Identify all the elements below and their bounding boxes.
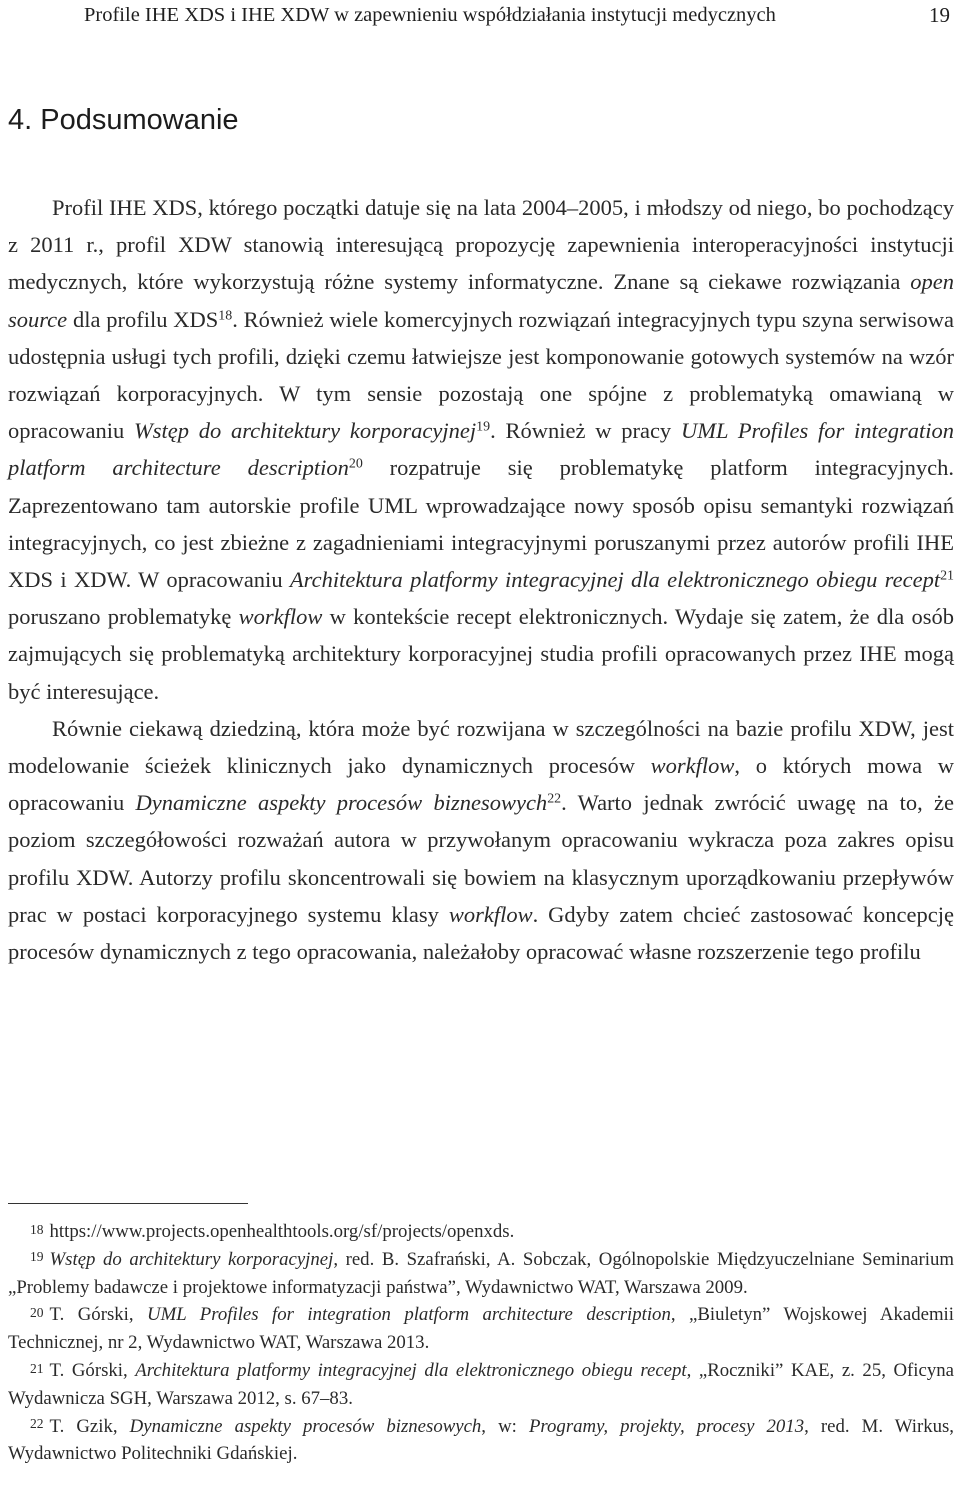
footnote-number: 20 (30, 1305, 44, 1321)
footnote-number: 19 (30, 1249, 44, 1265)
running-title: Profile IHE XDS i IHE XDW w zapewnieniu współdziałania instytucji medycznych (84, 4, 776, 26)
italic-text: Wstęp do architektury korporacyjnej (49, 1248, 334, 1270)
footnote-reference: 20 (348, 456, 363, 472)
paragraph (8, 189, 954, 710)
footnote (8, 1218, 954, 1246)
footnote (8, 1301, 954, 1357)
text-run: , „Roczniki” KAE, z. 25, Oficyna Wydawnicza SGH, Warszawa 2012, s. 67–83. (8, 1359, 954, 1409)
text-run: . Gdyby zatem chcieć zastosować koncepcję procesów dynamicznych z tego opracowania, należałoby opracować własne rozszerzenie tego profilu (8, 901, 954, 965)
footnote-number: 22 (30, 1416, 44, 1432)
footnote-reference: 22 (547, 791, 562, 807)
footnote (8, 1357, 954, 1413)
text-run: T. Górski, (49, 1359, 136, 1381)
text-run: rozpatruje się problematykę platform integracyjnych. Zaprezentowano tam autorskie profile UML wprowadzające nowy sposób opisu semantyki rozwiązań integracyjnych, co jest zbieżne z zagadnieniami integracyjnymi poruszanymi przez autorów profili IHE XDS i XDW. W opracowaniu (8, 455, 954, 593)
text-run: , red. M. Wirkus, Wydawnictwo Politechniki Gdańskiej. (8, 1415, 954, 1465)
section-heading: 4. Podsumowanie (8, 104, 239, 136)
footnotes (8, 1218, 954, 1468)
text-run: T. Górski, (49, 1304, 148, 1326)
running-header (84, 0, 950, 30)
text-run: T. Gzik, (49, 1415, 130, 1437)
italic-text: workflow (448, 901, 533, 927)
text-run: poruszano problematykę (8, 604, 239, 630)
footnote-separator (8, 1203, 248, 1204)
text-run: dla profilu XDS (67, 306, 219, 332)
footnote (8, 1246, 954, 1302)
text-run: , w: (481, 1415, 529, 1437)
italic-text: Wstęp do architektury korporacyjnej (133, 418, 477, 444)
text-run: . Również wiele komercyjnych rozwiązań integracyjnych typu szyna serwisowa udostępnia usługi tych profili, dzięki czemu łatwiejsze jest komponowanie gotowych systemów na wzór rozwiązań korporacyjnych. W tym sensie pozostają one spójne z problematyką omawianą w opracowaniu (8, 306, 954, 444)
paragraph (8, 710, 954, 970)
text-run: https://www.projects.openhealthtools.org/sf/projects/openxds. (49, 1221, 515, 1242)
italic-text: Dynamiczne aspekty procesów biznesowych (129, 1415, 482, 1437)
italic-text: workflow (238, 604, 323, 630)
text-run: . Warto jednak zwrócić uwagę na to, że poziom szczegółowości rozważań autora w przywołanym opracowaniu wykracza poza zakres opisu profilu XDW. Autorzy profilu skoncentrowali się bowiem na klasycznym uporządkowaniu przepływów prac w postaci korporacyjnego systemu klasy (8, 790, 955, 927)
text-run: Profil IHE XDS, którego początki datuje się na lata 2004–2005, i młodszy od niego, bo pochodzący z 2011 r., profil XDW stanowią interesującą propozycję zapewnienia interoperacyjności instytucji medycznych, które wykorzystują różne systemy informatyczne. Znane są ciekawe rozwiązania (8, 195, 954, 295)
footnote-number: 21 (30, 1360, 44, 1376)
footnote-reference: 18 (218, 307, 233, 323)
italic-text: Programy, projekty, procesy 2013 (528, 1415, 805, 1437)
italic-text: UML Profiles for integration platform architecture description (8, 418, 955, 481)
italic-text: UML Profiles for integration platform architecture description (147, 1304, 671, 1326)
footnote (8, 1413, 954, 1469)
footnote-reference: 19 (476, 419, 491, 435)
body-text (8, 189, 954, 970)
text-run: w kontekście recept elektronicznych. Wydaje się zatem, że dla osób zajmujących się problematyką architektury korporacyjnej studia profili opracowanych przez IHE mogą być interesujące. (8, 604, 954, 704)
italic-text: open source (8, 269, 954, 332)
footnote-reference: 21 (940, 568, 955, 584)
italic-text: Dynamiczne aspekty procesów biznesowych (135, 790, 548, 816)
italic-text: Architektura platformy integracyjnej dla elektronicznego obiegu recept (135, 1359, 687, 1381)
text-run: . Również w pracy (490, 418, 681, 444)
footnote-number: 18 (30, 1221, 44, 1237)
text-run: Równie ciekawą dziedziną, która może być rozwijana w szczególności na bazie profilu XDW, jest modelowanie ścieżek klinicznych jako dynamicznych procesów (8, 715, 954, 779)
text-run: , „Biuletyn” Wojskowej Akademii Technicznej, nr 2, Wydawnictwo WAT, Warszawa 2013. (8, 1304, 954, 1354)
text-run: , red. B. Szafrański, A. Sobczak, Ogólnopolskie Międzyuczelniane Seminarium „Problemy badawcze i projektowe informatyzacji państwa”, Wydawnictwo WAT, Warszawa 2009. (8, 1248, 954, 1298)
italic-text: Architektura platformy integracyjnej dla elektronicznego obiegu recept (289, 567, 941, 593)
italic-text: workflow (650, 753, 735, 779)
text-run: , o których mowa w opracowaniu (8, 753, 955, 816)
page-number: 19 (929, 3, 950, 27)
